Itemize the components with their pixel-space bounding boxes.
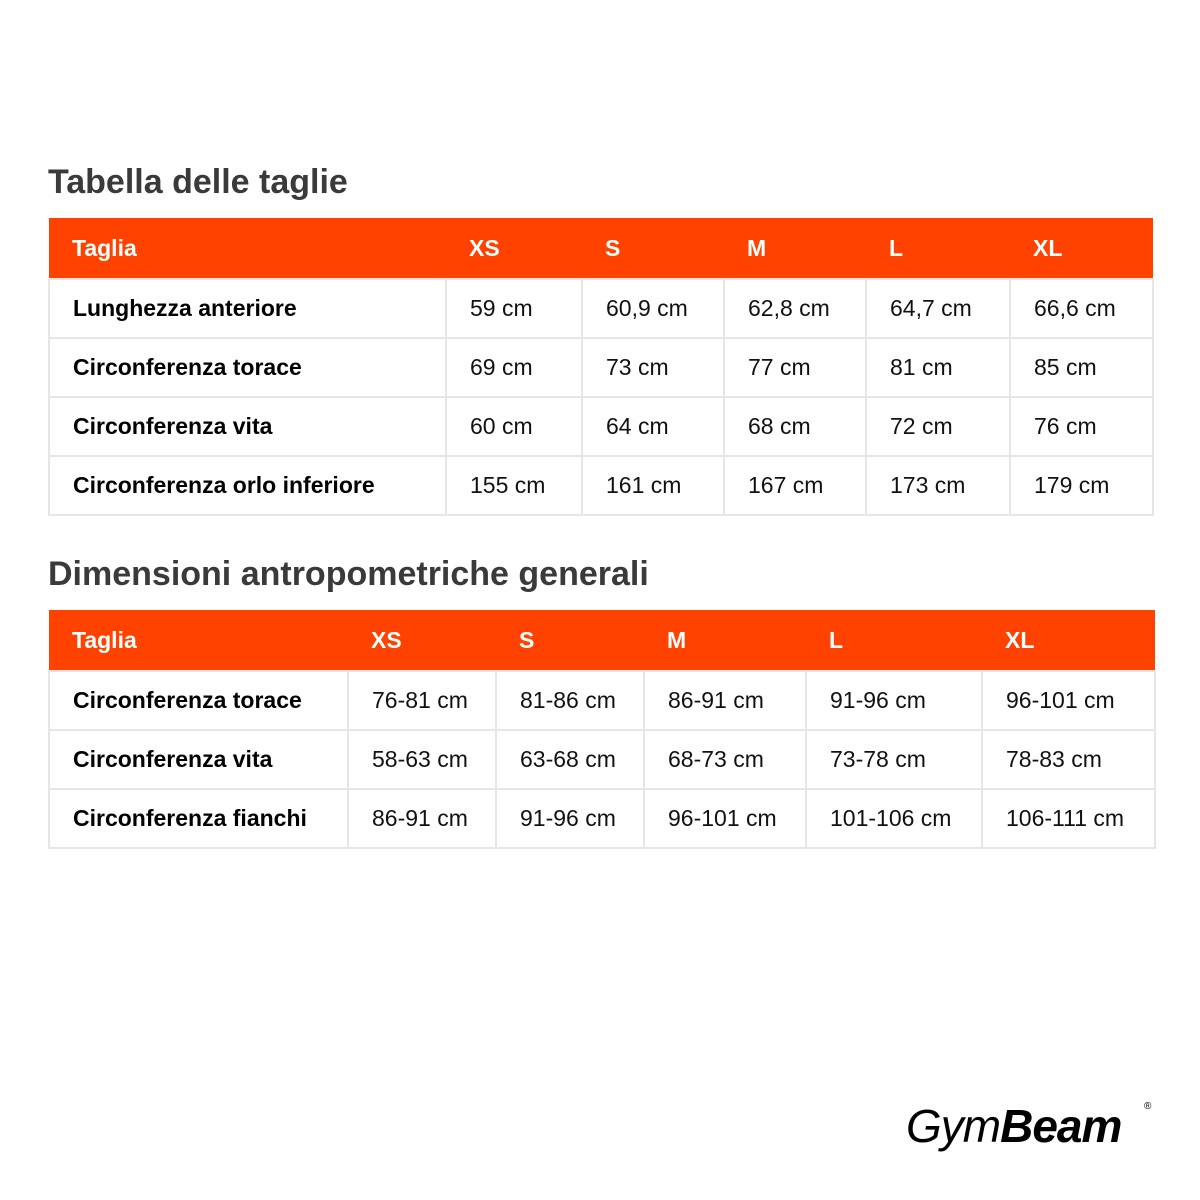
anthropometric-table <box>48 610 1156 849</box>
row-label: Circonferenza vita <box>49 730 348 789</box>
table-cell: 64 cm <box>582 397 724 456</box>
row-label: Circonferenza torace <box>49 671 348 730</box>
table-cell: 86-91 cm <box>644 671 806 730</box>
table-cell: 60,9 cm <box>582 279 724 338</box>
header-cell-xs: XS <box>348 610 496 671</box>
table-row <box>49 456 1153 515</box>
table-header-row <box>49 218 1153 279</box>
table-cell: 69 cm <box>446 338 582 397</box>
header-cell-size: Taglia <box>49 610 348 671</box>
anthropometric-table-title: Dimensioni antropometriche generali <box>48 555 649 593</box>
table-cell: 77 cm <box>724 338 866 397</box>
logo-text-beam: Beam <box>1000 1100 1122 1152</box>
table-cell: 86-91 cm <box>348 789 496 848</box>
registered-mark-icon: ® <box>1144 1101 1152 1112</box>
header-cell-s: S <box>496 610 644 671</box>
table-cell: 81-86 cm <box>496 671 644 730</box>
table-cell: 155 cm <box>446 456 582 515</box>
table-cell: 161 cm <box>582 456 724 515</box>
table-row <box>49 671 1155 730</box>
header-cell-s: S <box>582 218 724 279</box>
table-cell: 72 cm <box>866 397 1010 456</box>
table-row <box>49 338 1153 397</box>
table-cell: 85 cm <box>1010 338 1153 397</box>
table-cell: 78-83 cm <box>982 730 1155 789</box>
table-cell: 179 cm <box>1010 456 1153 515</box>
table-cell: 60 cm <box>446 397 582 456</box>
row-label: Circonferenza orlo inferiore <box>49 456 446 515</box>
table-cell: 173 cm <box>866 456 1010 515</box>
table-row <box>49 730 1155 789</box>
size-table-title: Tabella delle taglie <box>48 163 348 201</box>
table-cell: 167 cm <box>724 456 866 515</box>
table-cell: 101-106 cm <box>806 789 982 848</box>
table-row <box>49 279 1153 338</box>
table-cell: 68-73 cm <box>644 730 806 789</box>
header-cell-l: L <box>866 218 1010 279</box>
table-cell: 76 cm <box>1010 397 1153 456</box>
table-cell: 64,7 cm <box>866 279 1010 338</box>
table-cell: 63-68 cm <box>496 730 644 789</box>
header-cell-m: M <box>724 218 866 279</box>
header-cell-xs: XS <box>446 218 582 279</box>
table-cell: 106-111 cm <box>982 789 1155 848</box>
row-label: Circonferenza torace <box>49 338 446 397</box>
size-table <box>48 218 1154 516</box>
table-row <box>49 789 1155 848</box>
table-cell: 59 cm <box>446 279 582 338</box>
table-cell: 91-96 cm <box>806 671 982 730</box>
row-label: Lunghezza anteriore <box>49 279 446 338</box>
table-cell: 73 cm <box>582 338 724 397</box>
table-cell: 62,8 cm <box>724 279 866 338</box>
table-cell: 73-78 cm <box>806 730 982 789</box>
header-cell-l: L <box>806 610 982 671</box>
header-cell-xl: XL <box>1010 218 1153 279</box>
table-cell: 81 cm <box>866 338 1010 397</box>
logo-text-gym: Gym <box>906 1100 1001 1152</box>
header-cell-size: Taglia <box>49 218 446 279</box>
table-cell: 66,6 cm <box>1010 279 1153 338</box>
table-row <box>49 397 1153 456</box>
header-cell-m: M <box>644 610 806 671</box>
gymbeam-logo <box>906 1096 1156 1156</box>
table-cell: 96-101 cm <box>982 671 1155 730</box>
header-cell-xl: XL <box>982 610 1155 671</box>
table-cell: 91-96 cm <box>496 789 644 848</box>
table-cell: 76-81 cm <box>348 671 496 730</box>
row-label: Circonferenza vita <box>49 397 446 456</box>
table-cell: 96-101 cm <box>644 789 806 848</box>
row-label: Circonferenza fianchi <box>49 789 348 848</box>
table-header-row <box>49 610 1155 671</box>
table-cell: 58-63 cm <box>348 730 496 789</box>
table-cell: 68 cm <box>724 397 866 456</box>
